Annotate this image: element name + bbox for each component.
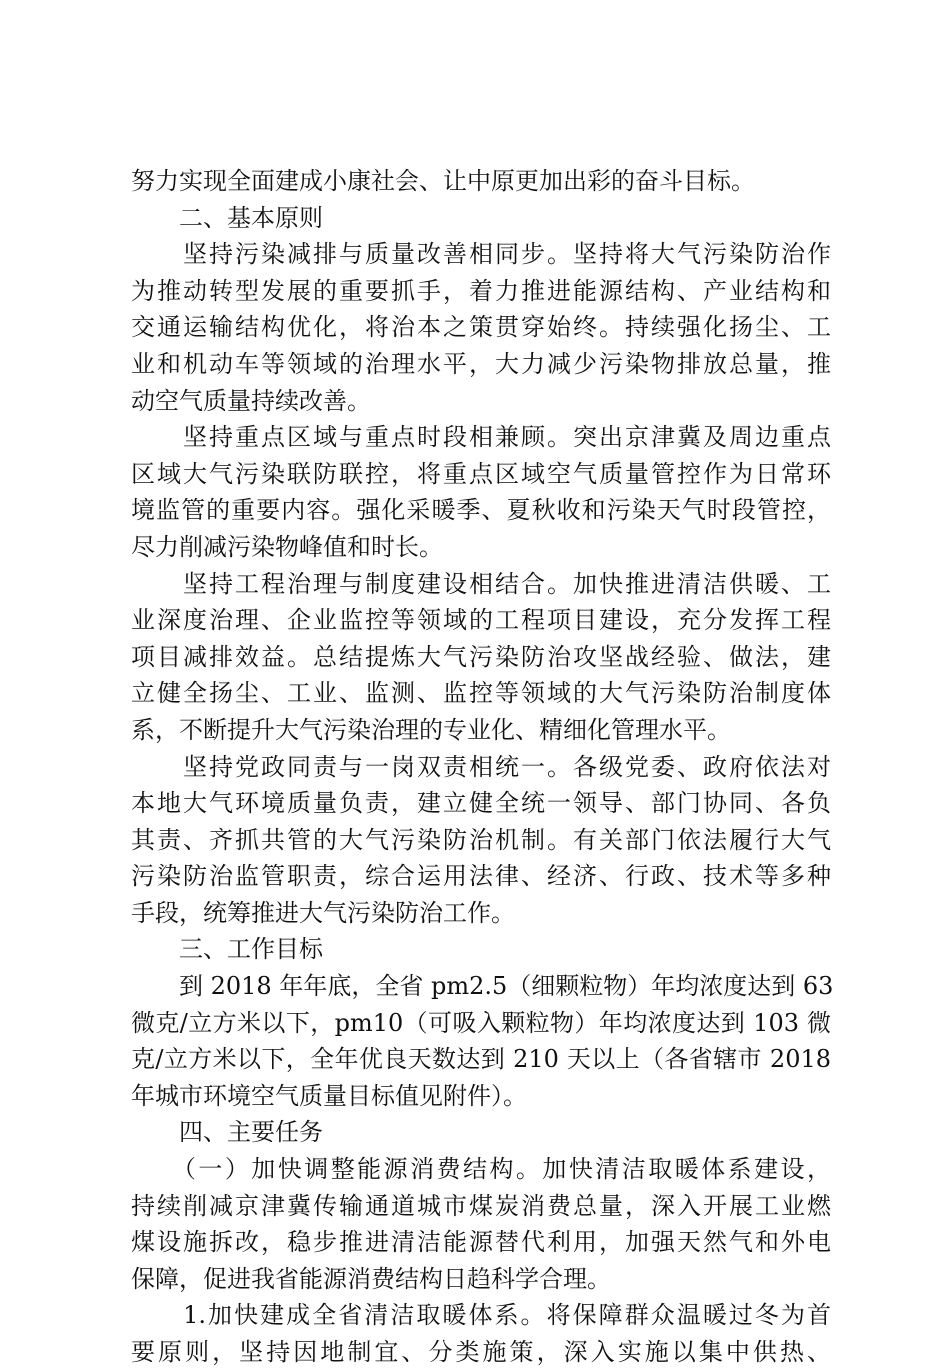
text-line: 动空气质量持续改善。	[131, 386, 371, 415]
text-line: 三、工作目标	[131, 935, 323, 964]
text-line: 克/立方米以下，全年优良天数达到 210 天以上（各省辖市 2018	[131, 1045, 831, 1074]
text-line: 业深度治理、企业监控等领域的工程项目建设，充分发挥工程	[131, 606, 831, 635]
text-line: 项目减排效益。总结提炼大气污染防治攻坚战经验、做法，建	[131, 642, 831, 671]
text-line: 坚持党政同责与一岗双责相统一。各级党委、政府依法对	[131, 752, 831, 781]
text-line: 为推动转型发展的重要抓手，着力推进能源结构、产业结构和	[131, 276, 831, 305]
text-line: 微克/立方米以下，pm10（可吸入颗粒物）年均浓度达到 103 微	[131, 1008, 831, 1037]
text-line: 保障，促进我省能源消费结构日趋科学合理。	[131, 1264, 611, 1293]
text-line: 境监管的重要内容。强化采暖季、夏秋收和污染天气时段管控，	[131, 496, 831, 525]
text-line: 业和机动车等领域的治理水平，大力减少污染物排放总量，推	[131, 349, 831, 378]
text-line: 尽力削减污染物峰值和时长。	[131, 532, 443, 561]
text-line: 交通运输结构优化，将治本之策贯穿始终。持续强化扬尘、工	[131, 313, 831, 342]
text-line: 要原则，坚持因地制宜、分类施策，深入实施以集中供热、	[131, 1338, 831, 1366]
text-line: 年城市环境空气质量目标值见附件）。	[131, 1081, 527, 1110]
text-line: 持续削减京津冀传输通道城市煤炭消费总量，深入开展工业燃	[131, 1191, 831, 1220]
text-line: 四、主要任务	[131, 1118, 323, 1147]
text-line: 到 2018 年年底，全省 pm2.5（细颗粒物）年均浓度达到 63	[131, 972, 834, 1001]
text-line: 坚持重点区域与重点时段相兼顾。突出京津冀及周边重点	[131, 423, 831, 452]
text-line: 手段，统筹推进大气污染防治工作。	[131, 898, 515, 927]
text-line: 立健全扬尘、工业、监测、监控等领域的大气污染防治制度体	[131, 679, 831, 708]
text-line: 系，不断提升大气污染治理的专业化、精细化管理水平。	[131, 715, 731, 744]
text-line: 努力实现全面建成小康社会、让中原更加出彩的奋斗目标。	[131, 167, 755, 195]
text-line: 污染防治监管职责，综合运用法律、经济、行政、技术等多种	[131, 862, 831, 891]
document-body	[131, 163, 834, 1371]
text-line: 坚持污染减排与质量改善相同步。坚持将大气污染防治作	[131, 240, 831, 269]
text-line: 其责、齐抓共管的大气污染防治机制。有关部门依法履行大气	[131, 825, 831, 854]
text-line: 坚持工程治理与制度建设相结合。加快推进清洁供暖、工	[131, 569, 831, 598]
text-line: 1.加快建成全省清洁取暖体系。将保障群众温暖过冬为首	[131, 1301, 831, 1330]
text-line: 二、基本原则	[131, 203, 323, 232]
text-line: 煤设施拆改，稳步推进清洁能源替代利用，加强天然气和外电	[131, 1228, 831, 1257]
text-line: 本地大气环境质量负责，建立健全统一领导、部门协同、各负	[131, 789, 831, 818]
text-line: 区域大气污染联防联控，将重点区域空气质量管控作为日常环	[131, 459, 831, 488]
text-line: （一）加快调整能源消费结构。加快清洁取暖体系建设，	[131, 1155, 831, 1184]
